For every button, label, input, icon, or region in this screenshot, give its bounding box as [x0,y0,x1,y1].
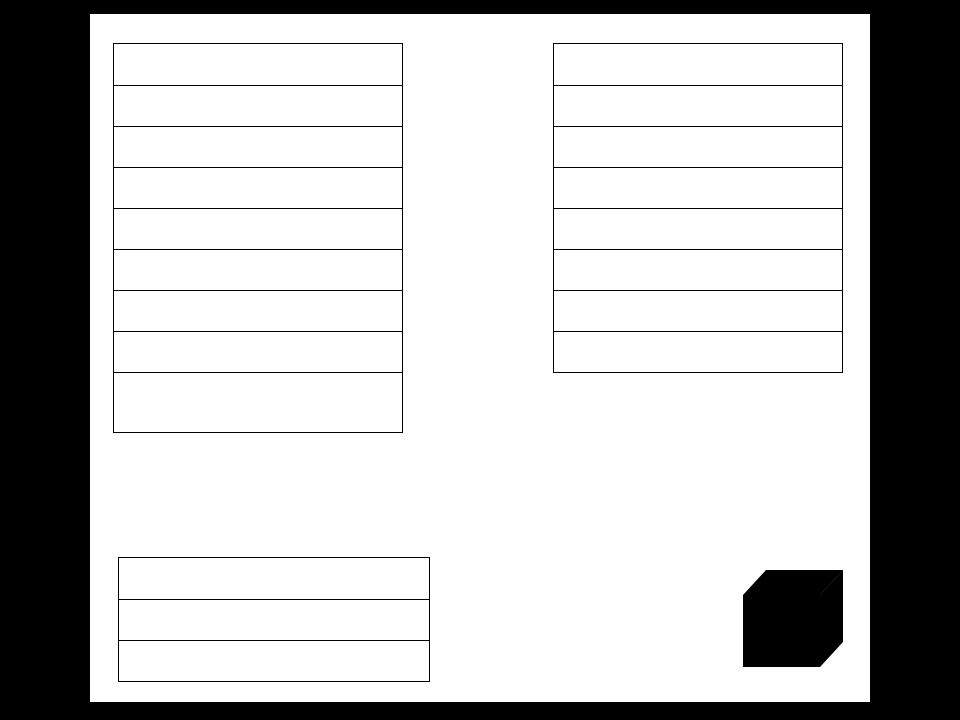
patient-study-fields-table [113,43,403,433]
table-row [554,208,842,249]
table-row [119,558,429,599]
table-row [554,85,842,126]
table-row [114,167,402,208]
orientation-cube-icon [740,554,860,674]
layer-name-fields-table [118,557,430,682]
table-row [114,372,402,432]
table-row [114,331,402,372]
table-row [554,290,842,331]
table-row [554,249,842,290]
table-row [114,249,402,290]
table-row [114,126,402,167]
institution-modality-fields-table [553,43,843,373]
table-row [554,126,842,167]
table-row [554,331,842,372]
table-row [554,167,842,208]
table-row [114,208,402,249]
table-row [114,290,402,331]
table-row [114,85,402,126]
table-row [119,599,429,640]
table-row [114,44,402,85]
table-row [119,640,429,681]
slide-canvas [90,14,870,702]
table-row [554,44,842,85]
